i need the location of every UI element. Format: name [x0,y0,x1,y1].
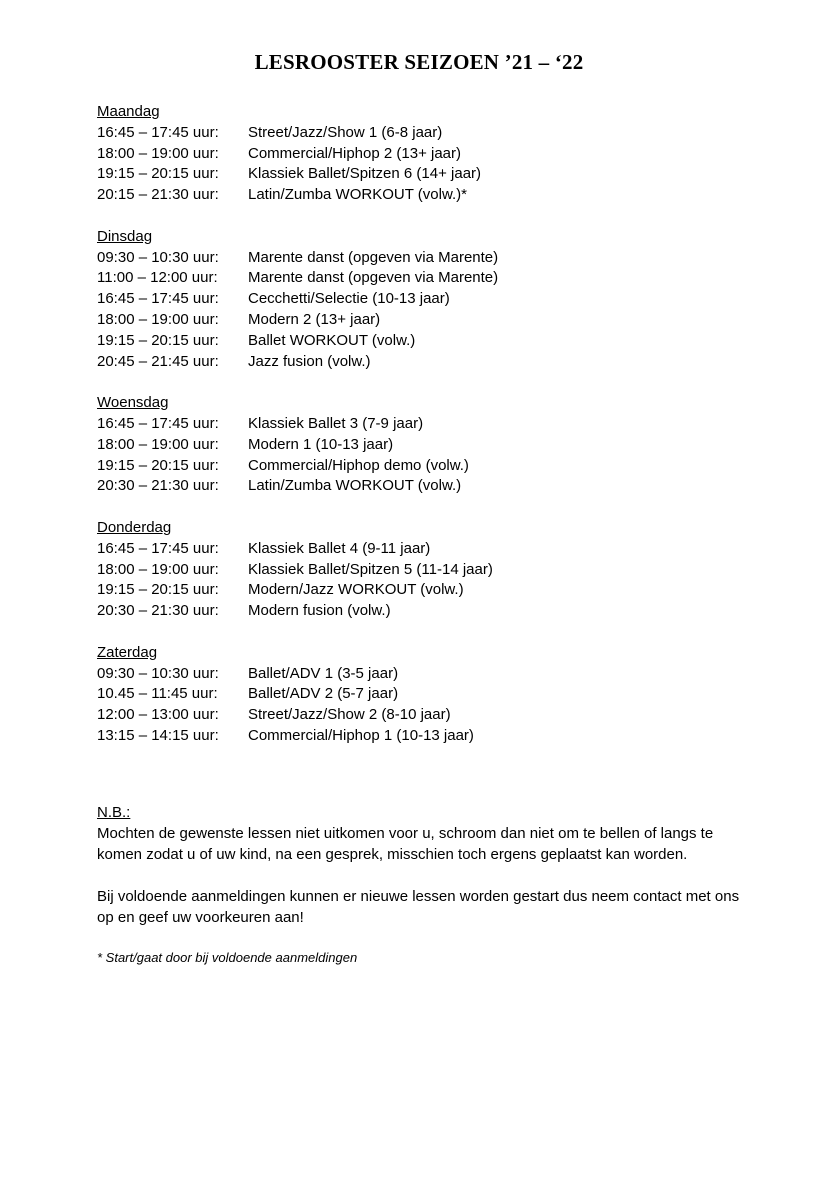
schedule-row [97,726,777,747]
schedule-row [97,456,777,477]
schedule-row [97,601,777,622]
schedule-row [97,476,777,497]
day-heading: Zaterdag [97,643,158,661]
schedule-row [97,144,777,165]
schedule-row [97,664,777,685]
day-woensdag [97,393,777,497]
lesson-name: Modern fusion (volw.) [248,602,391,620]
schedule-row [97,580,777,601]
lesson-name: Street/Jazz/Show 2 (8-10 jaar) [248,706,451,724]
day-heading: Dinsdag [97,227,153,245]
footnote: * Start/gaat door bij voldoende aanmeldingen [97,950,358,965]
lesson-name: Modern/Jazz WORKOUT (volw.) [248,581,464,599]
schedule-row [97,248,777,269]
lesson-name: Modern 2 (13+ jaar) [248,310,381,328]
lesson-name: Commercial/Hiphop demo (volw.) [248,456,469,474]
lesson-name: Klassiek Ballet/Spitzen 5 (11-14 jaar) [248,560,493,578]
schedule-row [97,705,777,726]
time-slot: 18:00 – 19:00 uur: [97,435,219,453]
time-slot: 16:45 – 17:45 uur: [97,123,219,141]
lesson-name: Ballet/ADV 1 (3-5 jaar) [248,664,399,682]
time-slot: 12:00 – 13:00 uur: [97,706,219,724]
lesson-name: Marente danst (opgeven via Marente) [248,248,499,266]
lesson-name: Klassiek Ballet/Spitzen 6 (14+ jaar) [248,165,482,183]
schedule-row [97,331,777,352]
schedule-row [97,684,777,705]
day-heading: Maandag [97,103,160,120]
schedule-row [97,310,777,331]
lesson-name: Ballet/ADV 2 (5-7 jaar) [248,685,399,703]
time-slot: 16:45 – 17:45 uur: [97,414,219,432]
lesson-name: Commercial/Hiphop 1 (10-13 jaar) [248,726,474,744]
time-slot: 16:45 – 17:45 uur: [97,290,219,308]
schedule-row [97,164,777,185]
day-heading: Donderdag [97,518,172,536]
schedule-row [97,352,777,373]
lesson-name: Jazz fusion (volw.) [248,352,371,370]
lesson-name: Latin/Zumba WORKOUT (volw.)* [248,186,467,204]
time-slot: 13:15 – 14:15 uur: [97,726,219,744]
schedule-row [97,539,777,560]
notes-paragraph: Bij voldoende aanmeldingen kunnen er nieuwe lessen worden gestart dus neem contact met ons op en geef uw voorkeuren aan! [97,888,740,926]
time-slot: 11:00 – 12:00 uur: [97,269,218,287]
page-title: LESROOSTER SEIZOEN ’21 – ‘22 [254,50,584,74]
time-slot: 09:30 – 10:30 uur: [97,248,219,266]
day-dinsdag [97,227,777,373]
time-slot: 20:30 – 21:30 uur: [97,602,219,620]
time-slot: 19:15 – 20:15 uur: [97,165,219,183]
time-slot: 18:00 – 19:00 uur: [97,310,219,328]
schedule-row [97,560,777,581]
lesson-name: Klassiek Ballet 3 (7-9 jaar) [248,414,424,432]
lesson-name: Street/Jazz/Show 1 (6-8 jaar) [248,123,443,141]
day-zaterdag [97,643,777,747]
time-slot: 20:30 – 21:30 uur: [97,477,219,495]
time-slot: 16:45 – 17:45 uur: [97,539,219,557]
schedule [97,102,777,768]
lesson-name: Marente danst (opgeven via Marente) [248,269,499,287]
schedule-row [97,123,777,144]
time-slot: 19:15 – 20:15 uur: [97,456,219,474]
day-donderdag [97,518,777,622]
lesson-name: Latin/Zumba WORKOUT (volw.) [248,477,462,495]
schedule-row [97,268,777,289]
day-maandag [97,102,777,206]
time-slot: 10.45 – 11:45 uur: [97,685,218,703]
time-slot: 18:00 – 19:00 uur: [97,144,219,162]
time-slot: 20:45 – 21:45 uur: [97,352,219,370]
time-slot: 19:15 – 20:15 uur: [97,581,219,599]
time-slot: 19:15 – 20:15 uur: [97,331,219,349]
lesson-name: Modern 1 (10-13 jaar) [248,435,394,453]
lesson-name: Ballet WORKOUT (volw.) [248,331,416,349]
schedule-row [97,414,777,435]
notes-section [97,802,757,980]
notes-heading: N.B.: [97,804,131,821]
day-heading: Woensdag [97,394,169,412]
lesson-name: Klassiek Ballet 4 (9-11 jaar) [248,539,431,557]
schedule-row [97,185,777,206]
lesson-name: Cecchetti/Selectie (10-13 jaar) [248,290,450,308]
notes-paragraph: Mochten de gewenste lessen niet uitkomen voor u, schroom dan niet om te bellen of langs te komen zodat u of uw kind, na een gesprek, misschien toch ergens geplaatst kan worden. [97,825,714,863]
lesson-name: Commercial/Hiphop 2 (13+ jaar) [248,144,462,162]
schedule-row [97,435,777,456]
time-slot: 20:15 – 21:30 uur: [97,186,219,204]
time-slot: 18:00 – 19:00 uur: [97,560,219,578]
time-slot: 09:30 – 10:30 uur: [97,664,219,682]
schedule-row [97,289,777,310]
